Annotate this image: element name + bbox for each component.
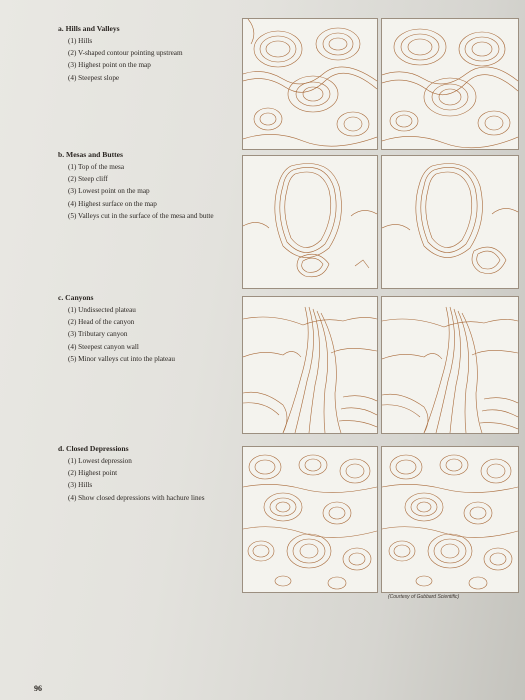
mesas-buttes-map-left [242,155,378,289]
list-item: (2) Steep cliff [68,175,108,184]
hills-valleys-map-left [242,18,378,150]
closed-depressions-map-left [242,446,378,593]
mesas-buttes-map-right [381,155,519,289]
contour-drawing [243,447,377,592]
list-item: (1) Top of the mesa [68,163,125,172]
contour-drawing [382,447,518,592]
section-mesas-buttes [58,150,238,224]
contour-drawing [382,156,518,288]
canyons-map-left [242,296,378,434]
contour-drawing [382,19,518,149]
section-title: c. Canyons [58,293,94,302]
contour-drawing [243,297,377,433]
section-closed-depressions [58,444,238,506]
list-item: (4) Steepest canyon wall [68,342,139,351]
contour-drawing [243,156,377,288]
list-item: (1) Lowest depression [68,457,132,466]
section-title: d. Closed Depressions [58,444,129,453]
list-item: (3) Tributary canyon [68,330,128,339]
contour-drawing [382,297,518,433]
list-item: (2) Highest point [68,469,118,478]
list-item: (1) Undissected plateau [68,306,136,315]
hills-valleys-map-right [381,18,519,150]
section-title: b. Mesas and Buttes [58,150,123,159]
section-title: a. Hills and Valleys [58,24,120,33]
list-item: (4) Show closed depressions with hachure lines [68,493,205,502]
canyons-map-right [381,296,519,434]
section-hills-valleys [58,24,238,86]
list-item: (4) Highest surface on the map [68,199,157,208]
list-item: (1) Hills [68,37,93,46]
page-number: 96 [34,684,42,693]
list-item: (4) Steepest slope [68,73,120,82]
list-item: (2) Head of the canyon [68,318,135,327]
list-item: (3) Hills [68,481,93,490]
closed-depressions-map-right [381,446,519,593]
list-item: (5) Valleys cut in the surface of the mesa and butte [68,211,214,220]
list-item: (3) Lowest point on the map [68,187,150,196]
list-item: (2) V-shaped contour pointing upstream [68,49,183,58]
section-canyons [58,293,238,367]
contour-drawing [243,19,377,149]
list-item: (5) Minor valleys cut into the plateau [68,354,175,363]
image-credit: (Courtesy of Gubbard Scientific) [388,594,460,600]
list-item: (3) Highest point on the map [68,61,151,70]
